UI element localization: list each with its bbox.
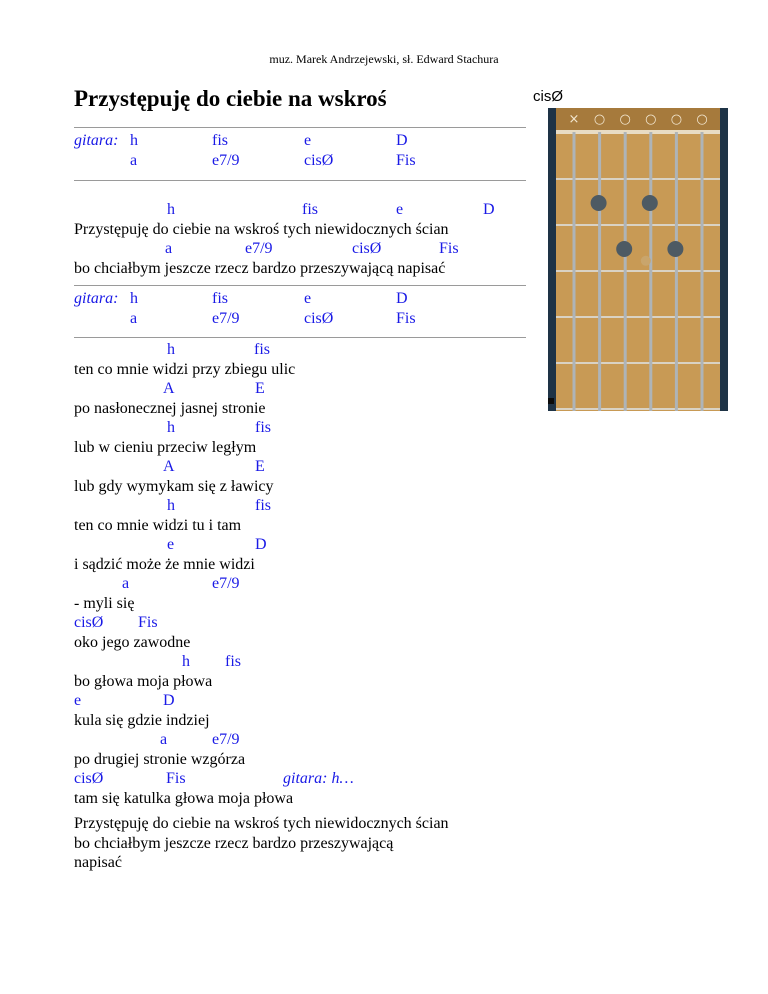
fret (556, 316, 720, 318)
finger-dot (616, 241, 632, 257)
lyric-line: napisać (74, 854, 122, 871)
chord: fis (212, 290, 228, 307)
finger-dot (667, 241, 683, 257)
lyric-line: tam się katulka głowa moja płowa (74, 789, 294, 807)
guitar-string (624, 132, 627, 411)
lyric-line: bo głowa moja płowa (74, 672, 213, 690)
fret (556, 178, 720, 180)
chord: fis (302, 201, 318, 218)
guitar-label: gitara: (74, 132, 119, 149)
chord: Fis (396, 152, 416, 169)
chord-line (74, 613, 295, 633)
chord: a (130, 310, 138, 327)
chord: e7/9 (212, 152, 240, 169)
chord: D (396, 132, 408, 149)
guitar-string (701, 132, 704, 411)
chord-line (74, 496, 295, 516)
chord: e (304, 290, 312, 307)
chord: a (165, 240, 173, 257)
muted-string-marker: × (568, 112, 580, 127)
guitar-label: gitara: (74, 290, 119, 307)
chord: cisØ (304, 310, 334, 327)
song-title: Przystępuję do ciebie na wskroś (74, 86, 387, 111)
fret (556, 362, 720, 364)
lyric-line: ten co mnie widzi przy zbiegu ulic (74, 360, 296, 378)
chord: D (396, 290, 408, 307)
lyric-line: bo chciałbym jeszcze rzecz bardzo przeszywającą (74, 834, 394, 852)
chord: D (163, 692, 175, 709)
finger-dot (591, 195, 607, 211)
outro (74, 814, 449, 873)
lyric-line: Przystępuję do ciebie na wskroś tych niewidocznych ścian (74, 220, 449, 238)
guitar-string (598, 132, 601, 411)
chord: h (167, 341, 175, 358)
chord: h (167, 201, 175, 218)
chord: Fis (166, 770, 186, 787)
chord: h (167, 497, 175, 514)
chord: e (396, 201, 404, 218)
guitar-cue (283, 769, 354, 789)
chord-line (74, 239, 459, 259)
guitar-string (649, 132, 652, 411)
chord-line (74, 535, 295, 555)
fret (556, 270, 720, 272)
lyric-line: kula się gdzie indziej (74, 711, 210, 729)
chord: e (74, 692, 82, 709)
chord: e (167, 536, 175, 553)
finger-dot (642, 195, 658, 211)
chord: Fis (396, 310, 416, 327)
lyric-line: ten co mnie widzi tu i tam (74, 516, 242, 534)
guitar-string (573, 132, 576, 411)
chord: D (483, 201, 495, 218)
open-string-marker: ○ (645, 112, 657, 127)
divider (74, 180, 526, 181)
chord: a (122, 575, 130, 592)
fret-inlay (641, 256, 651, 266)
lyric-line: oko jego zawodne (74, 633, 191, 651)
chord: a (160, 731, 168, 748)
guitar-string (675, 132, 678, 411)
divider (74, 337, 526, 338)
chord: e7/9 (212, 575, 240, 592)
chord: A (163, 380, 175, 397)
song-author-header: muz. Marek Andrzejewski, sł. Edward Stachura (269, 52, 499, 66)
lyric-line: bo chciałbym jeszcze rzecz bardzo przeszywającą napisać (74, 259, 446, 277)
chord-line (74, 730, 295, 750)
chord: h… (331, 770, 354, 787)
chord: cisØ (304, 152, 334, 169)
chord: a (130, 152, 138, 169)
chord: fis (255, 497, 271, 514)
chord: e (304, 132, 312, 149)
chord-line (74, 340, 295, 360)
nut (556, 130, 720, 134)
corner-mark (548, 398, 554, 404)
verse-1 (74, 200, 495, 278)
chord: cisØ (352, 240, 382, 257)
chord: fis (255, 419, 271, 436)
chord: h (130, 132, 138, 149)
chord: cisØ (74, 770, 104, 787)
chord: Fis (138, 614, 158, 631)
chord: D (255, 536, 267, 553)
chord: fis (254, 341, 270, 358)
divider (74, 127, 526, 128)
chord-line (74, 691, 295, 711)
chord-line (74, 574, 295, 594)
open-string-marker: ○ (593, 112, 606, 127)
chord: h (130, 290, 138, 307)
lyric-line: lub gdy wymykam się z ławicy (74, 477, 274, 495)
open-string-marker: ○ (696, 112, 708, 127)
verse-2 (74, 340, 354, 808)
chord-line (74, 379, 295, 399)
divider (74, 285, 526, 286)
chord-line (74, 418, 295, 438)
lyric-line: po drugiej stronie wzgórza (74, 750, 246, 768)
lyric-line: lub w cieniu przeciw ległym (74, 438, 257, 456)
chord: fis (212, 132, 228, 149)
chord-diagram (548, 108, 728, 411)
lyric-line: po nasłonecznej jasnej stronie (74, 399, 266, 417)
chord-line (74, 652, 295, 672)
chord: h (167, 419, 175, 436)
chord-diagram-label: cisØ (533, 88, 563, 105)
chord-line (74, 200, 495, 220)
chord-line (74, 457, 295, 477)
open-string-marker: ○ (670, 112, 683, 127)
lyric-line: - myli się (74, 594, 135, 612)
chord: E (255, 380, 265, 397)
guitar-label: gitara: (283, 770, 328, 787)
chord: e7/9 (245, 240, 273, 257)
chord: fis (225, 653, 241, 670)
chord: h (182, 653, 190, 670)
chord: cisØ (74, 614, 104, 631)
open-string-marker: ○ (619, 112, 631, 127)
chord: e7/9 (212, 731, 240, 748)
lyric-line: Przystępuję do ciebie na wskroś tych niewidocznych ścian (74, 815, 449, 832)
chord: A (163, 458, 175, 475)
chord: E (255, 458, 265, 475)
chord: Fis (439, 240, 459, 257)
chord: e7/9 (212, 310, 240, 327)
lyric-line: i sądzić może że mnie widzi (74, 555, 255, 573)
chord-line (74, 769, 354, 789)
fret (556, 408, 720, 410)
fret (556, 224, 720, 226)
